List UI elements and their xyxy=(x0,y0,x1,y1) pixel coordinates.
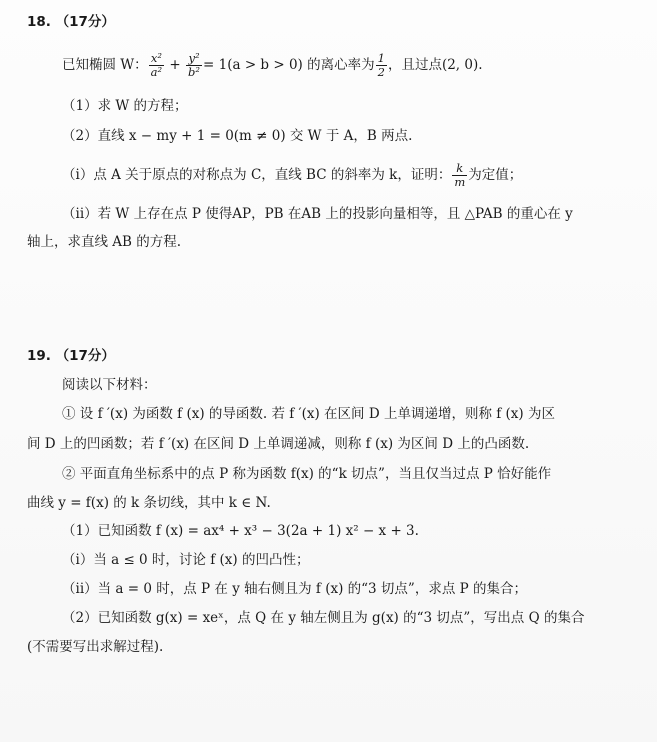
q19-part1-i: （i）当 a ≤ 0 时，讨论 f (x) 的凹凸性； xyxy=(62,552,310,568)
frac-num: k xyxy=(452,162,467,176)
q18-intro-a: 已知椭圆 W： xyxy=(62,57,148,73)
q19-material2-line1: ② 平面直角坐标系中的点 P 称为函数 f(x) 的“k 切点”，当且仅当过点 P 恰好能作 xyxy=(62,466,552,482)
eccentricity-fraction xyxy=(376,52,387,79)
frac-den: a² xyxy=(150,65,163,79)
q19-heading: 19. （17分） xyxy=(27,348,115,364)
q19-material2-line2: 曲线 y = f(x) 的 k 条切线，其中 k ∈ N. xyxy=(27,495,271,511)
q18-intro-b: = 1(a > b > 0) 的离心率为 xyxy=(203,57,375,73)
x2-over-a2 xyxy=(149,52,164,79)
q18-sub-i-b: 为定值； xyxy=(468,167,523,183)
q19-read: 阅读以下材料： xyxy=(62,377,157,393)
q19-part1: （1）已知函数 f (x) = ax⁴ + x³ − 3(2a + 1) x² − x + 3. xyxy=(62,523,419,539)
q18-sub-i-a: （i）点 A 关于原点的对称点为 C，直线 BC 的斜率为 k，证明： xyxy=(62,167,452,183)
q19-part2-line2: (不需要写出求解过程). xyxy=(27,639,164,655)
q18-part2: （2）直线 x − my + 1 = 0(m ≠ 0) 交 W 于 A，B 两点. xyxy=(62,128,413,144)
q18-sub-i xyxy=(62,160,522,190)
q18-intro-c: ，且过点(2, 0). xyxy=(387,57,483,73)
frac-num: x² xyxy=(149,52,164,66)
q18-heading: 18. （17分） xyxy=(27,14,115,30)
q19-part1-ii: （ii）当 a = 0 时，点 P 在 y 轴右侧且为 f (x) 的“3 切点”，求点 P 的集合； xyxy=(62,581,527,597)
frac-num: y² xyxy=(186,52,202,66)
q18-sub-ii-line2: 轴上，求直线 AB 的方程. xyxy=(27,234,182,250)
k-over-m xyxy=(452,162,467,189)
q19-material1-line1: ① 设 f ′(x) 为函数 f (x) 的导函数. 若 f ′(x) 在区间 D 上单调递增，则称 f (x) 为区 xyxy=(62,406,555,422)
y2-over-b2 xyxy=(186,52,202,79)
q19-part2-line1: （2）已知函数 g(x) = xeˣ，点 Q 在 y 轴左侧且为 g(x) 的“3 切点”，写出点 Q 的集合 xyxy=(62,610,585,626)
q19-material1-line2: 间 D 上的凹函数；若 f ′(x) 在区间 D 上单调递减，则称 f (x) 为区间 D 上的凸函数. xyxy=(27,436,530,452)
frac-num: 1 xyxy=(377,51,385,65)
frac-den: 2 xyxy=(377,65,385,79)
frac-den: m xyxy=(454,175,466,189)
q18-part1: （1）求 W 的方程； xyxy=(62,98,188,114)
q18-intro: 已知椭圆 W： $\frac{\text{x²}}{\text{a²}}$ + $\frac{\text{y²}}{\text{b²}}$ = 1(a > b > 0) 的离心率为 $\frac{1}{2}$ ，且过点(2, 0). xyxy=(62,51,483,79)
frac-den: b² xyxy=(188,65,201,79)
q18-sub-ii-line1: （ii）若 W 上存在点 P 使得AP，PB 在AB 上的投影向量相等，且 △PAB 的重心在 y xyxy=(62,206,573,222)
